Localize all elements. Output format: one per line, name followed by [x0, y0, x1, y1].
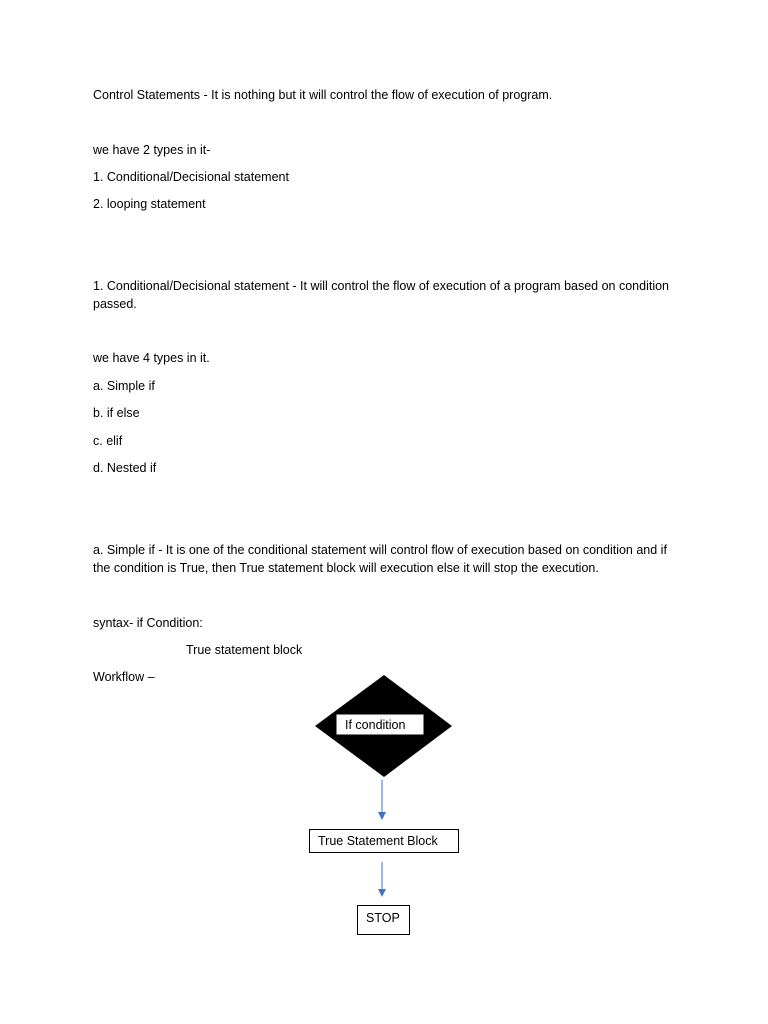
conditional-types-heading: we have 4 types in it.: [93, 351, 210, 365]
list-item: a. Simple if: [93, 379, 155, 393]
workflow-label: Workflow –: [93, 670, 155, 684]
stop-label: STOP: [366, 911, 400, 925]
list-item: 2. looping statement: [93, 197, 206, 211]
list-item: c. elif: [93, 434, 123, 448]
intro-text: Control Statements - It is nothing but it will control the flow of execution of program.: [93, 88, 553, 102]
conditional-definition: 1. Conditional/Decisional statement - It will control the flow of execution of a program based on condition passed.: [93, 279, 670, 311]
types-heading: we have 2 types in it-: [93, 143, 211, 157]
list-item: b. if else: [93, 406, 140, 420]
true-statement-block-label: True Statement Block: [318, 834, 438, 848]
list-item: 1. Conditional/Decisional statement: [93, 170, 289, 184]
flowchart: [300, 670, 480, 945]
list-item: d. Nested if: [93, 461, 157, 475]
simple-if-definition: a. Simple if - It is one of the conditional statement will control flow of execution based on condition and if the condition is True, then True statement block will execution else it will stop the execution.: [93, 543, 667, 575]
decision-label: If condition: [345, 718, 406, 732]
syntax-body: True statement block: [186, 643, 303, 657]
syntax-line: syntax- if Condition:: [93, 616, 203, 630]
